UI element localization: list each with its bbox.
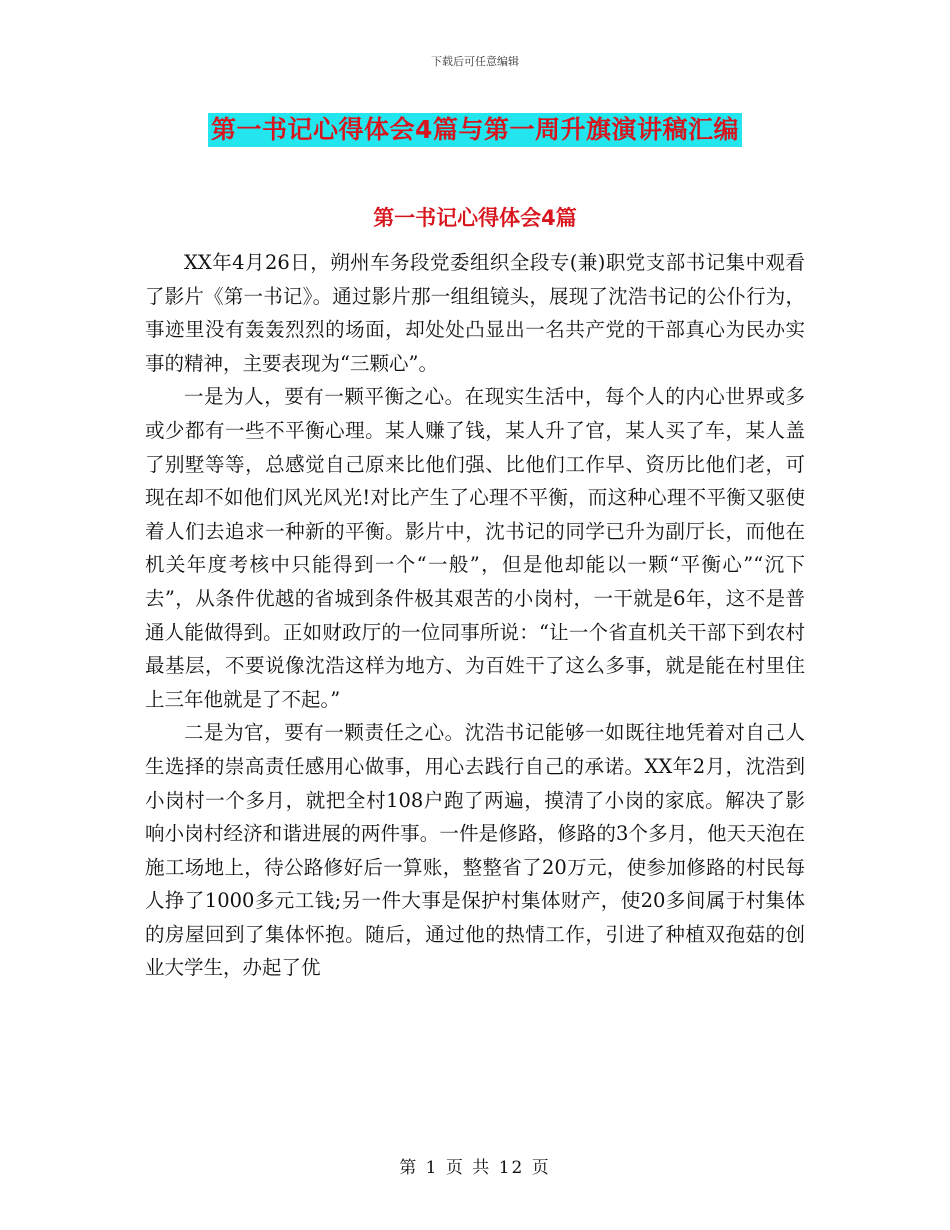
document-body: [145, 246, 805, 985]
paragraph: XX年4月26日，朔州车务段党委组织全段专(兼)职党支部书记集中观看了影片《第一书记》。通过影片那一组组镜头，展现了沈浩书记的公仆行为，事迹里没有轰轰烈烈的场面，却处处凸显出一名共产党的干部真心为民办实事的精神，主要表现为“三颗心”。: [145, 251, 805, 375]
document-title: 第一书记心得体会4篇与第一周升旗演讲稿汇编: [208, 113, 742, 147]
page-header-note: 下载后可任意编辑: [431, 55, 519, 68]
page-number-footer: 第 1 页 共 12 页: [399, 1158, 551, 1178]
document-title-container: [0, 113, 950, 147]
paragraph: 一是为人，要有一颗平衡之心。在现实生活中，每个人的内心世界或多或少都有一些不平衡心理。某人赚了钱，某人升了官，某人买了车，某人盖了别墅等等，总感觉自己原来比他们强、比他们工作早、资历比他们老，可现在却不如他们风光风光!对比产生了心理不平衡，而这种心理不平衡又驱使着人们去追求一种新的平衡。影片中，沈书记的同学已升为副厅长，而他在机关年度考核中只能得到一个“一般”，但是他却能以一颗“平衡心”“沉下去”，从条件优越的省城到条件极其艰苦的小岗村，一干就是6年，这不是普通人能做得到。正如财政厅的一位同事所说：“让一个省直机关干部下到农村最基层，不要说像沈浩这样为地方、为百姓干了这么多事，就是能在村里住上三年他就是了不起。”: [145, 385, 805, 711]
section-title: 第一书记心得体会4篇: [373, 206, 577, 230]
paragraph: 二是为官，要有一颗责任之心。沈浩书记能够一如既往地凭着对自己人生选择的崇高责任感用心做事，用心去践行自己的承诺。XX年2月，沈浩到小岗村一个多月，就把全村108户跑了两遍，摸清了小岗的家底。解决了影响小岗村经济和谐进展的两件事。一件是修路，修路的3个多月，他天天泡在施工场地上，待公路修好后一算账，整整省了20万元，使参加修路的村民每人挣了1000多元工钱;另一件大事是保护村集体财产，使20多间属于村集体的房屋回到了集体怀抱。随后，通过他的热情工作，引进了种植双孢菇的创业大学生，办起了优: [145, 721, 805, 980]
